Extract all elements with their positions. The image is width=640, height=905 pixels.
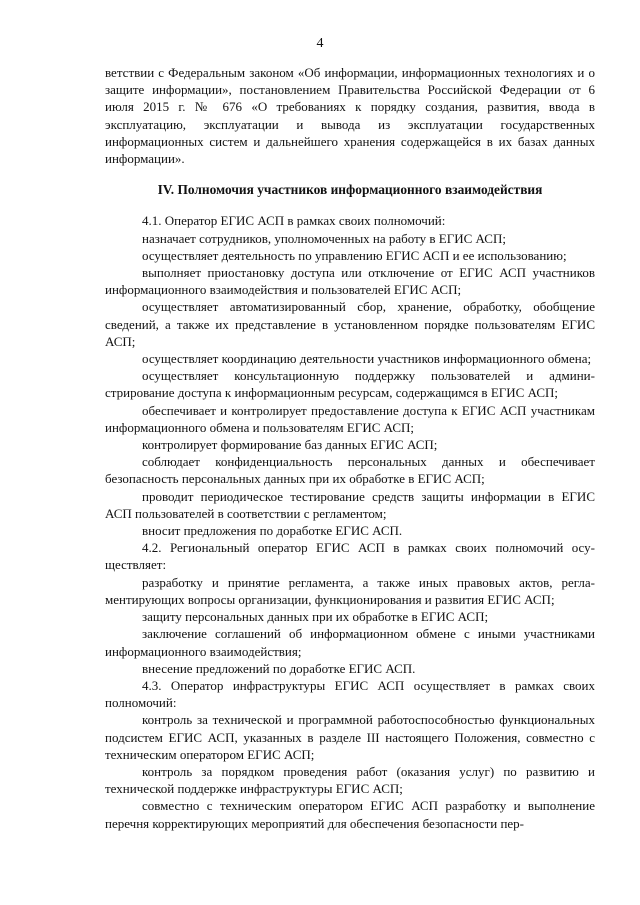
paragraph: заключение соглашений об информационном обмене с иными участниками информационного взаимодействия; — [105, 626, 595, 659]
paragraph: контроль за порядком проведения работ (оказания услуг) по развитию и технической поддержке инфраструктуры ЕГИС АСП; — [105, 763, 595, 797]
paragraph: соблюдает конфиденциальность персональных данных и обеспечивает безопасность персональных данных при их обработке в ЕГИС АСП; — [105, 454, 595, 487]
page-number: 4 — [316, 36, 324, 51]
paragraph: назначает сотрудников, уполномоченных на работу в ЕГИС АСП; — [142, 230, 506, 246]
paragraph: контроль за технической и программной работоспособностью функциональных подсистем ЕГИС АСП, указанных в разделе III настоящего Положения, совместно с техническим оператором ЕГИС АСП; — [105, 712, 595, 762]
paragraph: выполняет приостановку доступа или отключение от ЕГИС АСП участников информационного взаимодействия и пользователей ЕГИС АСП; — [105, 265, 595, 298]
paragraph: 4.1. Оператор ЕГИС АСП в рамках своих полномочий: — [142, 213, 446, 229]
section-heading: IV. Полномочия участников информационного взаимодействия — [157, 182, 543, 198]
paragraph: 4.2. Региональный оператор ЕГИС АСП в рамках своих полномочий осуществляет: — [105, 540, 595, 573]
paragraph: защиту персональных данных при их обработке в ЕГИС АСП; — [142, 609, 489, 625]
paragraph: 4.3. Оператор инфраструктуры ЕГИС АСП осуществляет в рамках своих полномочий: — [105, 677, 595, 711]
paragraph: проводит периодическое тестирование средств защиты информации в ЕГИС АСП пользователей в соответствии с регламентом; — [105, 488, 595, 521]
paragraph: контролирует формирование баз данных ЕГИС АСП; — [142, 437, 438, 453]
intro-paragraph: ветствии с Федеральным законом «Об информации, информационных технологиях и о защите информации», постановлением Правительства Российской Федерации от 6 июля 2015 г. № 676 «О требованиях к порядку создания, развития, ввода в эксплуатацию, эксплуатации и вывода из эксплуатации государственных информационных систем и дальнейшего хранения содержащейся в их базах данных информации». — [105, 65, 595, 167]
paragraph: разработку и принятие регламента, а также иных правовых актов, регламентирующих вопросы организации, функционирования и развития ЕГИС АСП; — [105, 574, 595, 607]
document-body — [105, 64, 595, 832]
paragraph: вносит предложения по доработке ЕГИС АСП. — [142, 523, 403, 539]
paragraph: осуществляет деятельность по управлению ЕГИС АСП и ее использованию; — [142, 247, 567, 263]
paragraph: обеспечивает и контролирует предоставление доступа к ЕГИС АСП участникам информационного обмена и пользователям ЕГИС АСП; — [105, 402, 595, 435]
paragraph: внесение предложений по доработке ЕГИС АСП. — [142, 660, 416, 676]
paragraph: осуществляет консультационную поддержку пользователей и администрирование доступа к информационным ресурсам, содержащимся в ЕГИС АСП; — [105, 368, 595, 401]
paragraph: осуществляет автоматизированный сбор, хранение, обработку, обобщение сведений, а также их представление в установленном порядке пользователям ЕГИС АСП; — [105, 299, 595, 349]
paragraph: совместно с техническим оператором ЕГИС АСП разработку и выполнение перечня корректирующих мероприятий для обеспечения безопасности пер- — [105, 798, 595, 831]
paragraph: осуществляет координацию деятельности участников информационного обмена; — [142, 351, 592, 367]
